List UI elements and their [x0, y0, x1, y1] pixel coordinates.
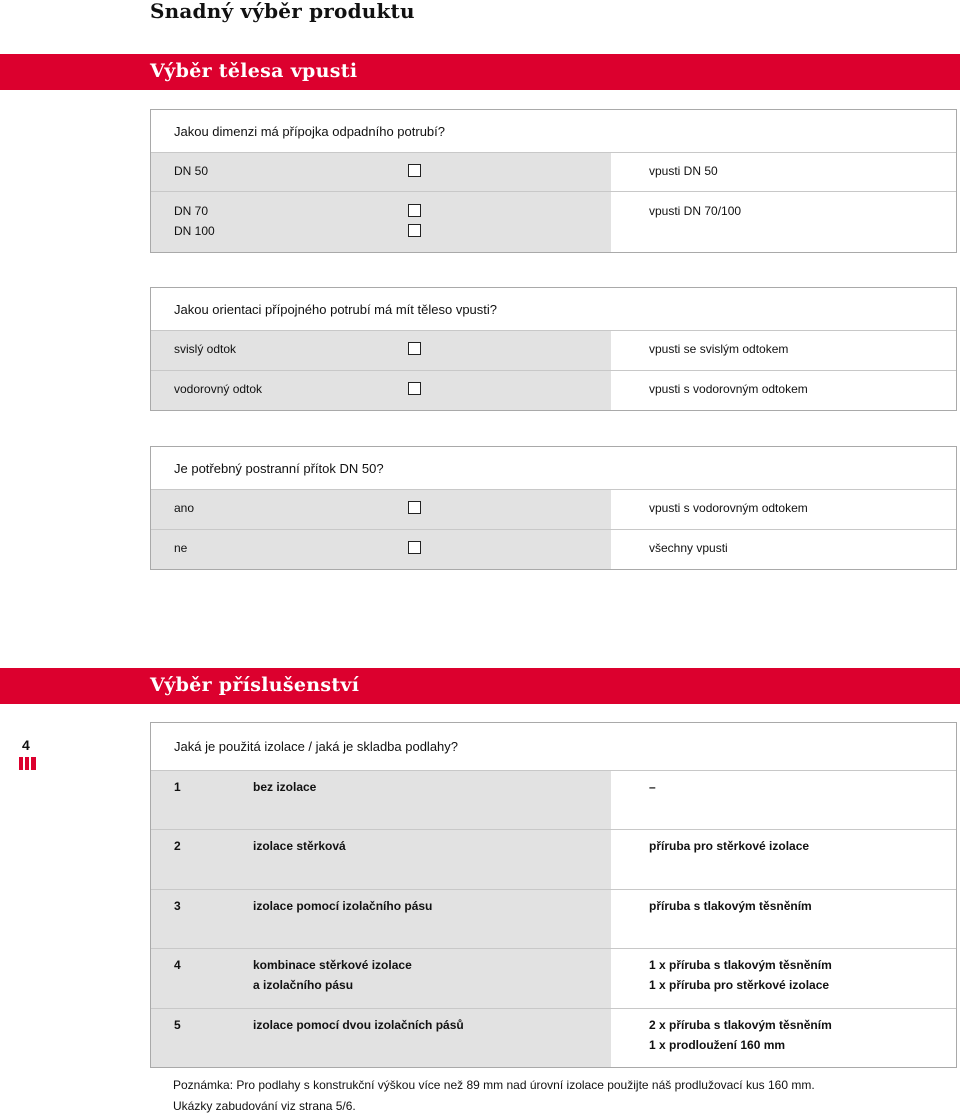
row-description: izolace stěrková — [253, 839, 346, 853]
option-result: vpusti DN 70/100 — [649, 204, 742, 218]
row-result: 1 x příruba s tlakovým těsněním — [649, 958, 832, 972]
option-result: vpusti s vodorovným odtokem — [649, 382, 808, 396]
question-insulation: Jaká je použitá izolace / jaká je skladba podlahy? — [174, 739, 459, 754]
question-dimension: Jakou dimenzi má přípojka odpadního potrubí? — [174, 124, 446, 139]
option-result: všechny vpusti — [649, 541, 728, 555]
bar-code-stripes-icon — [19, 757, 37, 770]
section-header-accessories: Výběr příslušenství — [0, 668, 960, 704]
row-description: kombinace stěrkové izolace — [253, 958, 412, 972]
option-result: vpusti se svislým odtokem — [649, 342, 789, 356]
option-row-no — [151, 529, 956, 569]
row-result: 2 x příruba s tlakovým těsněním — [649, 1018, 832, 1032]
side-step-number: 4 — [22, 737, 30, 753]
footnote-line: Poznámka: Pro podlahy s konstrukční výškou více než 89 mm nad úrovní izolace použijte náš prodlužovací kus 160 mm. — [173, 1078, 815, 1092]
question-block-side-inlet — [150, 446, 957, 570]
row-number: 5 — [174, 1018, 181, 1032]
question-orientation: Jakou orientaci přípojného potrubí má mít těleso vpusti? — [174, 302, 498, 317]
option-result: vpusti s vodorovným odtokem — [649, 501, 808, 515]
option-row-dn70-dn100 — [151, 191, 956, 252]
row-number: 2 — [174, 839, 181, 853]
checkbox-horizontal[interactable] — [408, 382, 421, 395]
question-side-inlet: Je potřebný postranní přítok DN 50? — [174, 461, 384, 476]
insulation-row-4 — [151, 948, 956, 1008]
row-description: izolace pomocí dvou izolačních pásů — [253, 1018, 464, 1032]
section-header-body-selection: Výběr tělesa vpusti — [0, 54, 960, 90]
row-result: 1 x příruba pro stěrkové izolace — [649, 978, 830, 992]
insulation-row-2 — [151, 829, 956, 889]
question-block-insulation — [150, 722, 957, 1068]
checkbox-yes[interactable] — [408, 501, 421, 514]
row-description: izolace pomocí izolačního pásu — [253, 899, 433, 913]
option-row-vertical — [151, 330, 956, 370]
option-label: DN 50 — [174, 164, 209, 178]
option-label: DN 100 — [174, 224, 215, 238]
footnote-line: Ukázky zabudování viz strana 5/6. — [173, 1099, 356, 1113]
row-description: bez izolace — [253, 780, 317, 794]
option-label: ano — [174, 501, 195, 515]
row-description: a izolačního pásu — [253, 978, 354, 992]
checkbox-no[interactable] — [408, 541, 421, 554]
option-row-horizontal — [151, 370, 956, 410]
option-label: DN 70 — [174, 204, 209, 218]
insulation-row-5 — [151, 1008, 956, 1067]
question-block-orientation — [150, 287, 957, 411]
checkbox-dn70[interactable] — [408, 204, 421, 217]
page-title: Snadný výběr produktu — [150, 0, 415, 23]
row-result: 1 x prodloužení 160 mm — [649, 1038, 786, 1052]
option-row-dn50 — [151, 152, 956, 191]
checkbox-vertical[interactable] — [408, 342, 421, 355]
row-number: 3 — [174, 899, 181, 913]
question-block-dimension — [150, 109, 957, 253]
option-result: vpusti DN 50 — [649, 164, 718, 178]
option-row-yes — [151, 489, 956, 529]
row-result: příruba pro stěrkové izolace — [649, 839, 810, 853]
checkbox-dn50[interactable] — [408, 164, 421, 177]
row-number: 1 — [174, 780, 181, 794]
row-number: 4 — [174, 958, 181, 972]
insulation-row-3 — [151, 889, 956, 948]
row-result: – — [649, 780, 656, 794]
option-label: ne — [174, 541, 188, 555]
checkbox-dn100[interactable] — [408, 224, 421, 237]
insulation-row-1 — [151, 770, 956, 829]
row-result: příruba s tlakovým těsněním — [649, 899, 812, 913]
option-label: svislý odtok — [174, 342, 237, 356]
option-label: vodorovný odtok — [174, 382, 263, 396]
